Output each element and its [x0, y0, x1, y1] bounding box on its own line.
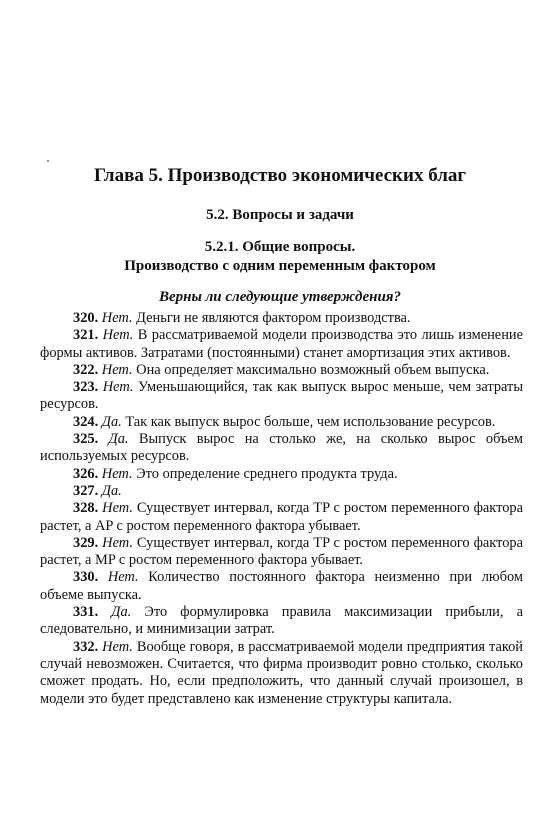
lead-question: Верны ли следующие утверждения?: [158, 289, 402, 305]
answer-text: Существует интервал, когда TP с ростом переменного фактора растет, а MP с ростом переменного фактора убывает.: [40, 534, 523, 569]
answer-number: 322.: [73, 361, 99, 378]
answer-text: Количество постоянного фактора неизменно при любом объеме выпуска.: [40, 569, 523, 603]
answer-text: Выпуск вырос на столько же, на сколько вырос объем используемых ресурсов.: [40, 431, 523, 465]
answer-number: 324.: [73, 413, 99, 430]
answers-list: [40, 310, 523, 708]
answer-text: Так как выпуск вырос больше, чем использование ресурсов.: [125, 413, 496, 430]
answer-number: 321.: [73, 327, 99, 344]
answer-item: [40, 362, 523, 379]
answer-text: Это формулировка правила максимизации прибыли, а следовательно, и минимизации затрат.: [40, 604, 523, 638]
answer-number: 327.: [73, 482, 99, 499]
answer-item: [40, 639, 523, 708]
answer-item: [40, 604, 523, 639]
subsection-title-line-2: Производство с одним переменным фактором: [124, 258, 436, 274]
section-title: 5.2. Вопросы и задачи: [206, 207, 354, 223]
answer-item: [40, 535, 523, 570]
answer-text: Уменьшающийся, так как выпуск вырос меньше, чем затраты ресурсов.: [40, 379, 523, 413]
answer-item: [40, 414, 523, 431]
answer-item: [40, 500, 523, 535]
answer-verdict: Нет.: [102, 534, 133, 551]
answer-text: Существует интервал, когда TP с ростом переменного фактора растет, а AP с ростом переменного фактора убывает.: [40, 500, 523, 534]
answer-item: [40, 431, 523, 466]
answer-item: [40, 483, 523, 500]
answer-number: 329.: [73, 534, 99, 551]
answer-verdict: Нет.: [101, 361, 133, 378]
answer-item: [40, 310, 523, 327]
answer-number: 320.: [73, 310, 99, 326]
answer-number: 323.: [73, 379, 99, 396]
scan-speck: [47, 160, 49, 162]
answer-verdict: Да.: [101, 413, 122, 430]
chapter-title: Глава 5. Производство экономических благ: [93, 165, 467, 186]
answer-text: В рассматриваемой модели производства это лишь изменение формы активов. Затратами (постоянными) станет амортизация этих активов.: [40, 327, 523, 361]
answer-number: 332.: [73, 638, 99, 655]
answer-text: Это определение среднего продукта труда.: [136, 465, 398, 482]
answer-text: Она определяет максимально возможный объем выпуска.: [136, 361, 490, 378]
answer-verdict: Нет.: [107, 569, 139, 586]
answer-text: Вообще говоря, в рассматриваемой модели предприятия такой случай невозможен. Считается, что фирма производит ровно столько, сколько сможет продать. Но, если предположить, что данный случай произошел, в модели это будет представлено как изменение структуры капитала.: [40, 638, 523, 707]
answer-item: [40, 466, 523, 483]
answer-item: [40, 569, 523, 604]
answer-number: 331.: [73, 604, 99, 621]
answer-item: [40, 379, 523, 414]
answer-verdict: Нет.: [101, 465, 133, 482]
answer-item: [40, 327, 523, 362]
answer-verdict: Да.: [111, 604, 132, 621]
answer-verdict: Да.: [108, 431, 129, 448]
answer-number: 326.: [73, 465, 99, 482]
answer-verdict: Нет.: [102, 379, 134, 396]
answer-verdict: Нет.: [101, 310, 133, 326]
answer-verdict: Нет.: [102, 327, 134, 344]
answer-verdict: Нет.: [102, 638, 133, 655]
answer-number: 325.: [73, 431, 99, 448]
subsection-title: [0, 238, 560, 276]
answer-verdict: Да.: [101, 482, 122, 499]
answer-number: 330.: [73, 569, 99, 586]
answer-verdict: Нет.: [102, 500, 133, 517]
subsection-title-line-1: 5.2.1. Общие вопросы.: [204, 239, 356, 255]
answer-text: Деньги не являются фактором производства.: [136, 310, 411, 326]
answer-number: 328.: [73, 500, 99, 517]
